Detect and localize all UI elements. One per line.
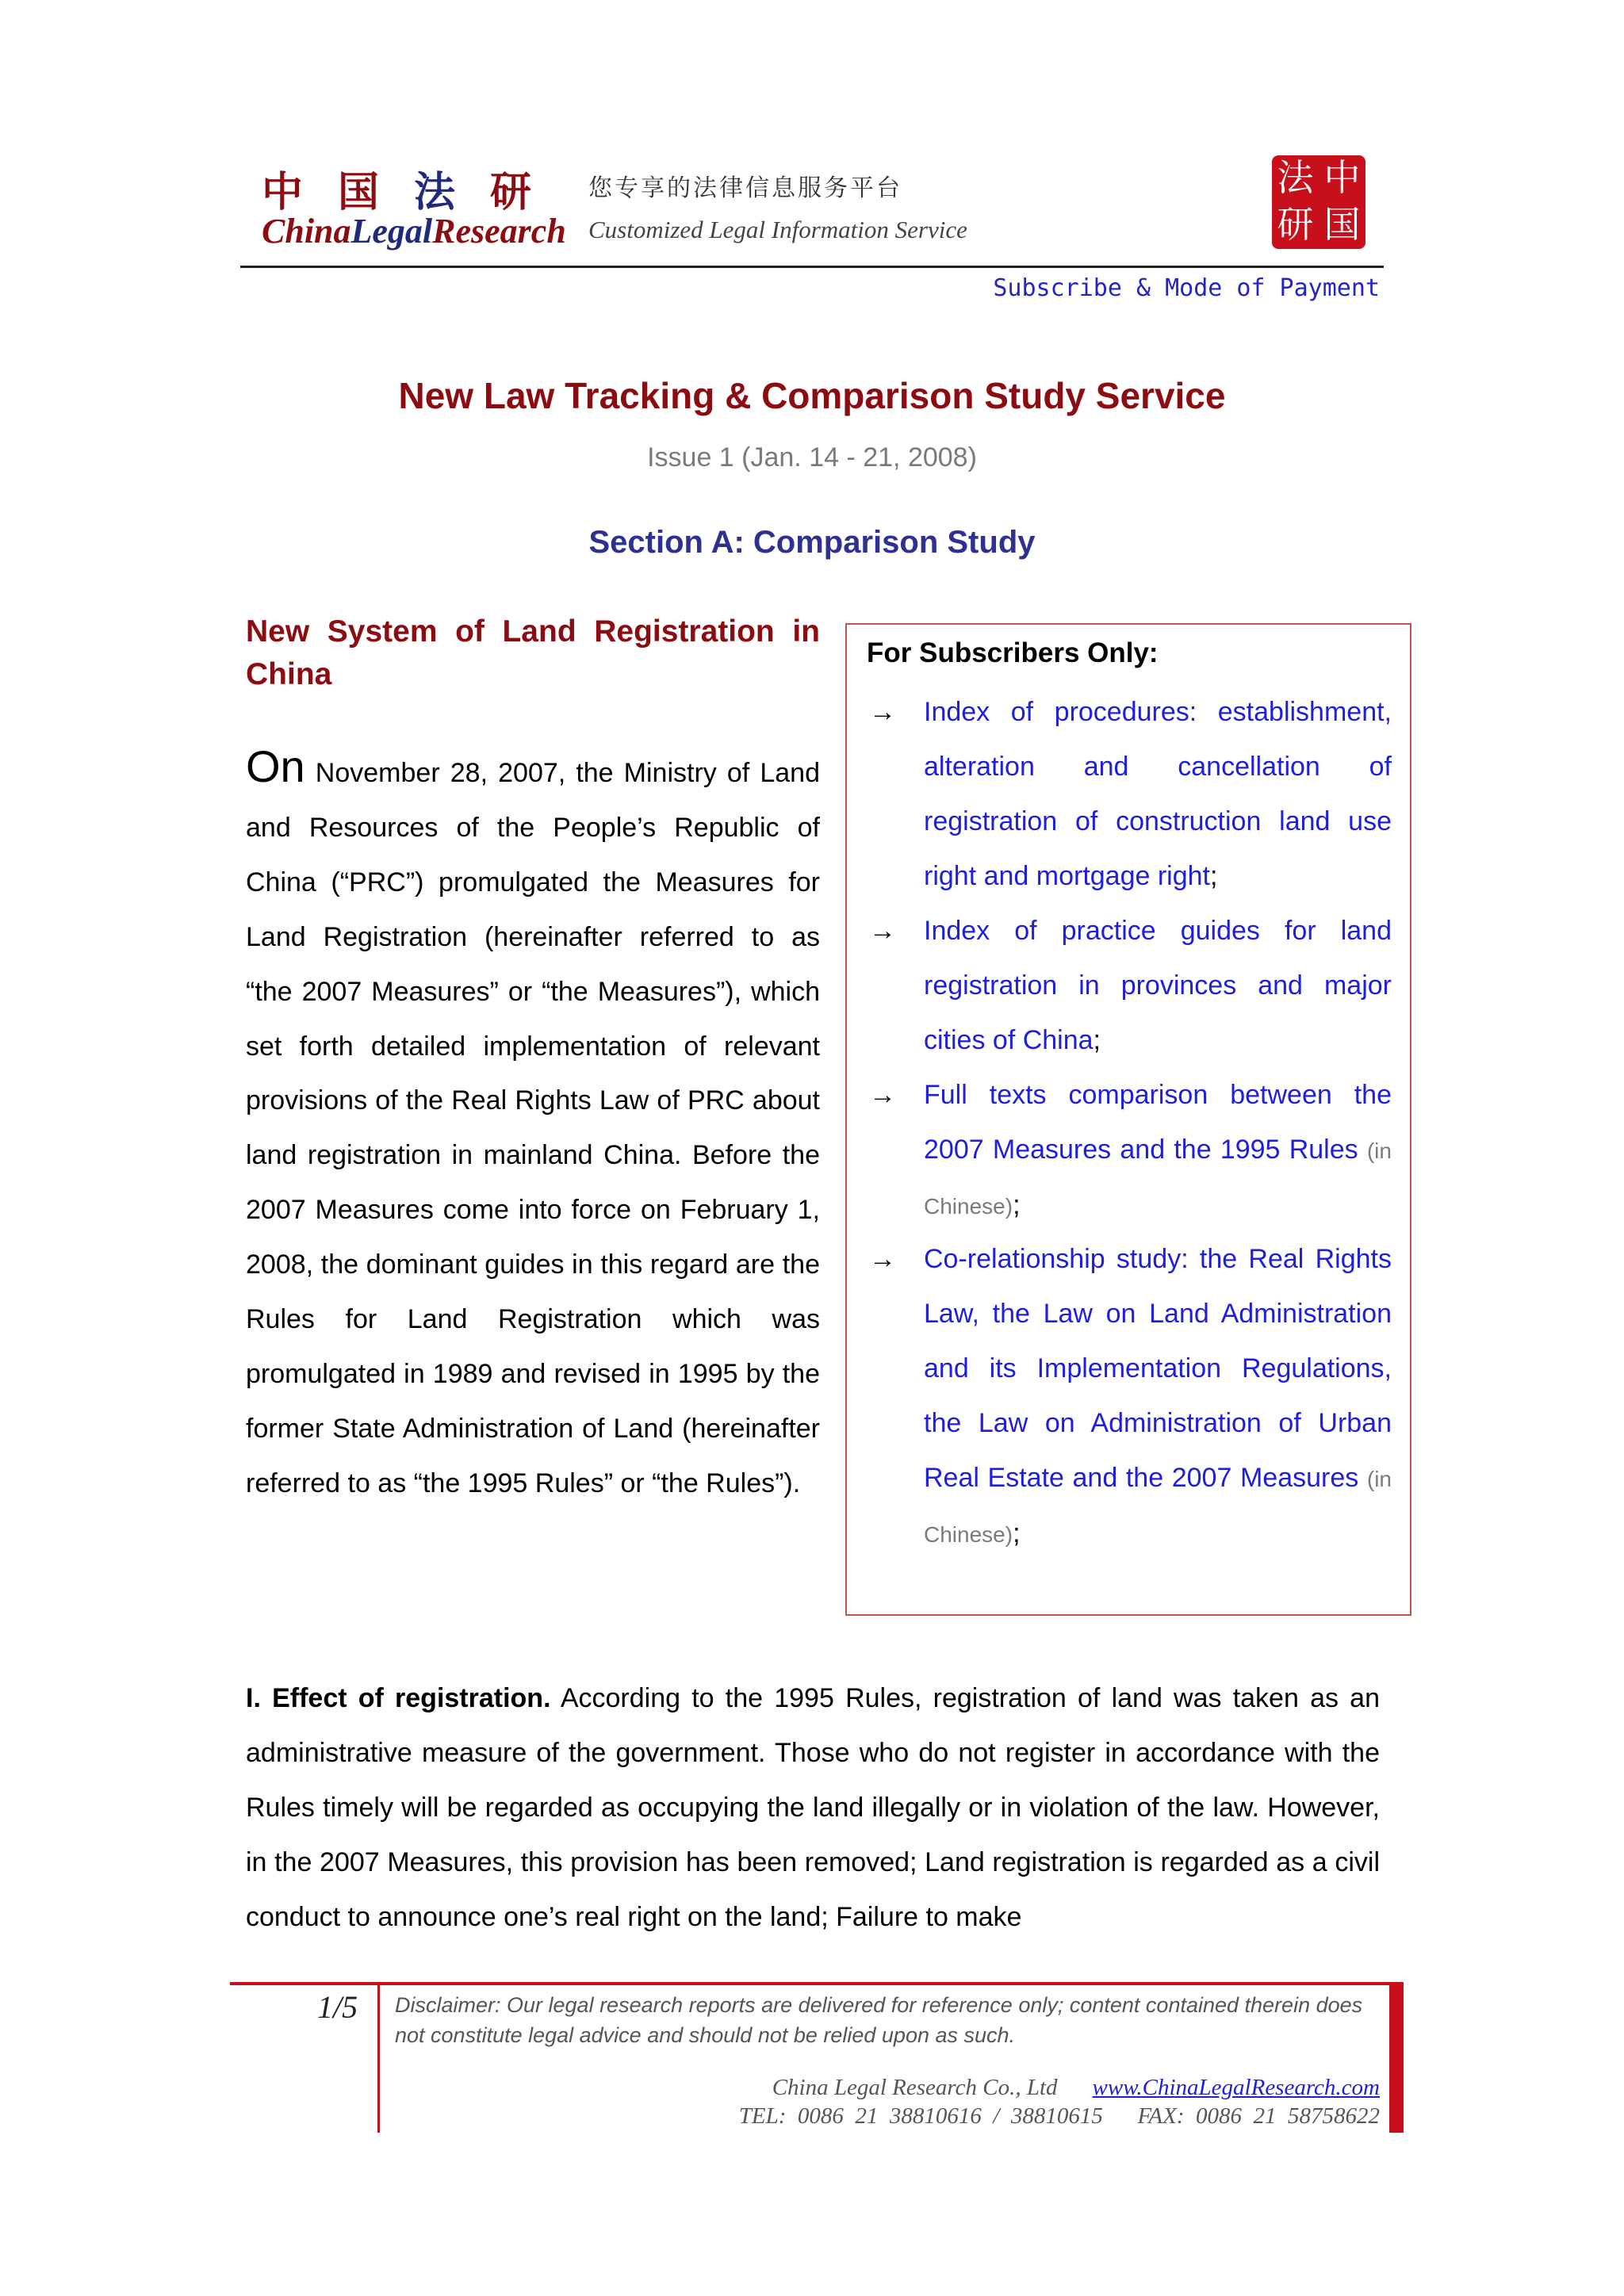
subscriber-link[interactable]: Full texts comparison between the 2007 Measures and the 1995 Rules xyxy=(924,1080,1392,1165)
dropcap: On xyxy=(246,741,305,791)
header-divider xyxy=(240,266,1384,268)
subscribe-link[interactable]: Subscribe & Mode of Payment xyxy=(993,274,1380,302)
article-title: New System of Land Registration in China xyxy=(246,614,820,691)
article-intro xyxy=(246,740,820,1511)
subscriber-item xyxy=(924,685,1392,904)
footer-right-bar xyxy=(1389,1982,1404,2133)
seal-char: 国 xyxy=(1323,203,1361,246)
section-1-paragraph xyxy=(246,1671,1380,1945)
tagline-chinese: 您专享的法律信息服务平台 xyxy=(588,174,902,202)
subscribers-heading: For Subscribers Only: xyxy=(867,637,1159,668)
item-end: ; xyxy=(1093,1025,1101,1055)
subscriber-item xyxy=(924,1232,1392,1562)
item-end: ; xyxy=(1209,861,1218,891)
issue-date: Issue 1 (Jan. 14 - 21, 2008) xyxy=(647,442,977,473)
telephone: TEL: 0086 21 38810616 / 38810615 xyxy=(738,2103,1103,2129)
section-1-text: According to the 1995 Rules, registration of land was taken as an administrative measure of the government. Those who do not register in accordance with the Rules timely will be regarded as occupying the land illegally or in violation of the law. However, in the 2007 Measures, this provision has been removed; Land registration is regarded as a civil conduct to announce one’s real right on the land; Failure to make xyxy=(246,1683,1380,1932)
subscriber-item xyxy=(924,904,1392,1068)
subscriber-link[interactable]: Index of practice guides for land registration in provinces and major cities of China xyxy=(924,916,1392,1055)
seal-char: 法 xyxy=(1277,156,1314,199)
footer-separator xyxy=(377,1985,380,2133)
arrow-icon: → xyxy=(869,1244,896,1274)
logo-english xyxy=(262,211,566,251)
section-title: Section A: Comparison Study xyxy=(588,525,1036,560)
website-link[interactable]: www.ChinaLegalResearch.com xyxy=(1092,2075,1380,2100)
subscriber-note: (in Chinese) xyxy=(924,1467,1392,1547)
page-title: New Law Tracking & Comparison Study Service xyxy=(398,375,1226,416)
article-intro-text: November 28, 2007, the Ministry of Land and Resources of the People’s Republic of China (“PRC”) promulgated the Measures for Land Registration (hereinafter referred to as “the 2007 Measures” or “the Measures”), which set forth detailed implementation of relevant provisions of the Real Rights Law of PRC about land registration in mainland China. Before the 2007 Measures come into force on February 1, 2008, the dominant guides in this regard are the Rules for Land Registration which was promulgated in 1989 and revised in 1995 by the former State Administration of Land (hereinafter referred to as “the 1995 Rules” or “the Rules”). xyxy=(246,758,820,1498)
arrow-icon: → xyxy=(869,1080,896,1110)
fax: FAX: 0086 21 58758622 xyxy=(1137,2103,1380,2129)
item-end: ; xyxy=(1013,1190,1021,1220)
disclaimer: Disclaimer: Our legal research reports are delivered for reference only; content contained therein does not constitute legal advice and should not be relied upon as such. xyxy=(395,1993,1363,2047)
tagline-english: Customized Legal Information Service xyxy=(588,216,967,243)
subscriber-link[interactable]: Co-relationship study: the Real Rights Law, the Law on Land Administration and its Implementation Regulations, the Law on Administration of Urban Real Estate and the 2007 Measures xyxy=(924,1244,1392,1493)
seal-char: 中 xyxy=(1323,156,1361,199)
logo-en-part: China xyxy=(262,212,351,251)
subscriber-item xyxy=(924,1068,1392,1234)
section-1-heading: I. Effect of registration. xyxy=(246,1683,551,1713)
logo-cn-char: 研 xyxy=(490,168,567,216)
subscriber-link[interactable]: Index of procedures: establishment, alteration and cancellation of registration of construction land use right and mortgage right xyxy=(924,697,1392,891)
footer-company-line xyxy=(396,2075,1380,2101)
logo-en-part: Research xyxy=(432,212,566,251)
logo-cn-char: 中 xyxy=(262,168,339,216)
arrow-icon: → xyxy=(869,916,896,946)
footer-divider xyxy=(230,1982,1404,1985)
seal-logo-icon xyxy=(1272,155,1365,249)
logo-cn-char: 国 xyxy=(338,168,415,216)
page-number: 1/5 xyxy=(317,1989,358,2025)
logo-chinese xyxy=(262,159,566,218)
arrow-icon: → xyxy=(869,697,896,727)
company-name: China Legal Research Co., Ltd xyxy=(772,2075,1058,2100)
logo-cn-char: 法 xyxy=(414,168,491,216)
subscriber-note: (in Chinese) xyxy=(924,1138,1392,1219)
footer-contact-line xyxy=(396,2103,1380,2130)
item-end: ; xyxy=(1013,1518,1021,1548)
logo-en-part: Legal xyxy=(350,212,433,251)
seal-char: 研 xyxy=(1277,203,1314,246)
